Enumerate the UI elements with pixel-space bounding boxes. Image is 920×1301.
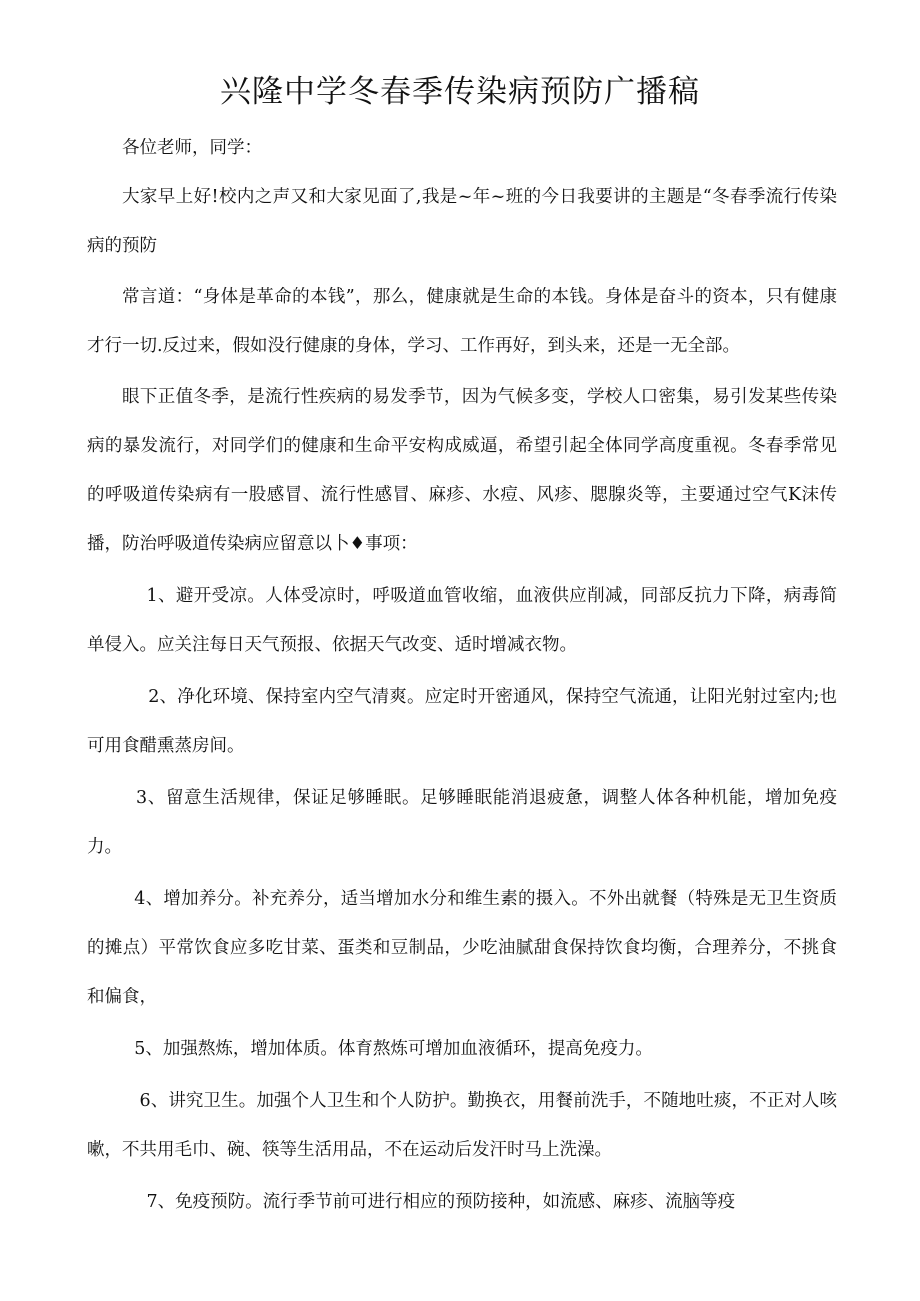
salutation: 各位老师，同学： — [122, 138, 262, 158]
list-item-7: 7、免疫预防。流行季节前可进行相应的预防接种，如流感、麻疹、流脑等疫 — [146, 1192, 736, 1212]
list-item-6: 6、讲究卫生。加强个人卫生和个人防护。勤换衣，用餐前洗手，不随地吐痰，不正对人咳嗽，不共用毛巾、碗、筷等生活用品，不在运动后发汗时马上洗澡。 — [87, 1091, 837, 1160]
document-title: 兴隆中学冬春季传染病预防广播稿 — [220, 74, 700, 110]
document-body — [87, 124, 837, 1227]
list-item-1: 1、避开受凉。人体受凉时，呼吸道血管收缩，血液供应削减，同部反抗力下降，病毒简单侵入。应关注每日天气预报、依据天气改变、适时增减衣物。 — [87, 586, 837, 655]
list-item-2: 2、净化环境、保持室内空气清爽。应定时开密通风，保持空气流通，让阳光射过室内;也可用食醋熏蒸房间。 — [87, 687, 837, 756]
list-item-3: 3、留意生活规律，保证足够睡眠。足够睡眠能消退疲惫，调整人体各种机能，增加免疫力。 — [87, 788, 837, 857]
list-item-4: 4、增加养分。补充养分，适当增加水分和维生素的摄入。不外出就餐（特殊是无卫生资质的摊点）平常饮食应多吃甘菜、蛋类和豆制品，少吃油腻甜食保持饮食均衡，合理养分，不挑食和偏食， — [87, 889, 837, 1007]
list-item-5: 5、加强熬炼，增加体质。体育熬炼可增加血液循环，提高免疫力。 — [134, 1039, 653, 1059]
paragraph-health: 常言道：“身体是革命的本钱”，那么，健康就是生命的本钱。身体是奋斗的资本，只有健康才行一切.反过来，假如没行健康的身体，学习、工作再好，到头来，还是一无全部。 — [87, 287, 837, 356]
paragraph-season: 眼下正值冬季，是流行性疾病的易发季节，因为气候多变，学校人口密集，易引发某些传染病的暴发流行，对同学们的健康和生命平安构成威逼，希望引起全体同学高度重视。冬春季常见的呼吸道传染病有一股感冒、流行性感冒、麻疹、水痘、风疹、腮腺炎等，主要通过空气K沫传播，防治呼吸道传染病应留意以卜♦事项： — [87, 387, 837, 554]
paragraph-greeting: 大家早上好!校内之声又和大家见面了,我是~年~班的今日我要讲的主题是“冬春季流行传染病的预防 — [87, 187, 837, 256]
